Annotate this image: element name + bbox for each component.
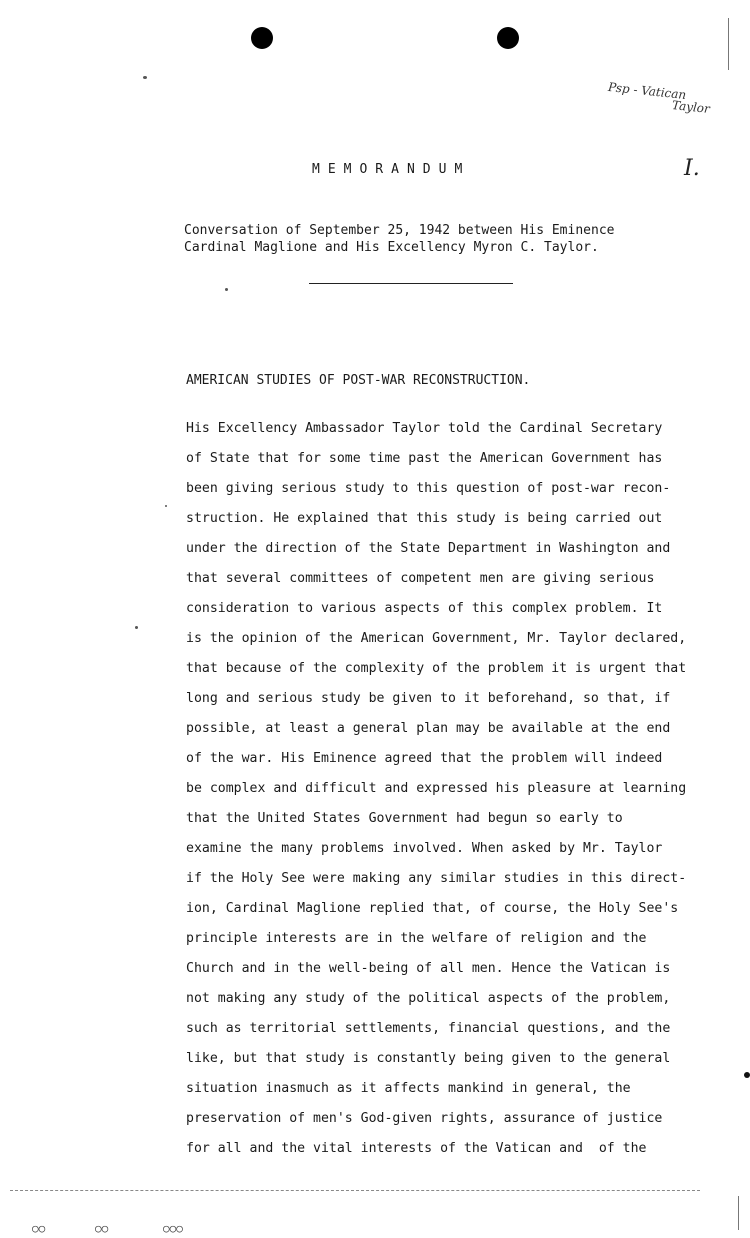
body-line: that several committees of competent men are giving serious bbox=[186, 571, 655, 586]
scan-edge-marks: ○○ bbox=[95, 1222, 109, 1235]
body-line: long and serious study be given to it beforehand, so that, if bbox=[186, 691, 671, 706]
scan-speck bbox=[143, 76, 147, 79]
body-line: principle interests are in the welfare of religion and the bbox=[186, 931, 647, 946]
body-line: been giving serious study to this question of post-war recon- bbox=[186, 481, 671, 496]
body-line: possible, at least a general plan may be available at the end bbox=[186, 721, 671, 736]
scan-speck bbox=[135, 626, 138, 629]
body-line: situation inasmuch as it affects mankind in general, the bbox=[186, 1081, 631, 1096]
edge-mark bbox=[738, 1196, 739, 1230]
body-line: of State that for some time past the American Government has bbox=[186, 451, 663, 466]
body-line: be complex and difficult and expressed his pleasure at learning bbox=[186, 781, 687, 796]
section-heading: AMERICAN STUDIES OF POST-WAR RECONSTRUCTION. bbox=[186, 373, 531, 388]
subtitle-line: Cardinal Maglione and His Excellency Myron C. Taylor. bbox=[184, 240, 599, 255]
punch-hole-left bbox=[251, 27, 273, 49]
scan-edge-marks: ○○ bbox=[32, 1222, 46, 1235]
body-line: that because of the complexity of the problem it is urgent that bbox=[186, 661, 687, 676]
body-line: consideration to various aspects of this complex problem. It bbox=[186, 601, 663, 616]
body-line: for all and the vital interests of the Vatican and of the bbox=[186, 1141, 647, 1156]
body-line: struction. He explained that this study is being carried out bbox=[186, 511, 663, 526]
divider-rule bbox=[309, 283, 513, 284]
scan-speck bbox=[165, 505, 167, 507]
edge-mark bbox=[728, 18, 729, 70]
scan-speck bbox=[744, 1072, 750, 1078]
memo-subtitle bbox=[184, 222, 614, 256]
roman-numeral: I. bbox=[684, 156, 700, 181]
body-line: if the Holy See were making any similar studies in this direct- bbox=[186, 871, 687, 886]
body-line: is the opinion of the American Government, Mr. Taylor declared, bbox=[186, 631, 687, 646]
body-text bbox=[186, 414, 686, 1164]
body-line: under the direction of the State Department in Washington and bbox=[186, 541, 671, 556]
body-line: examine the many problems involved. When asked by Mr. Taylor bbox=[186, 841, 663, 856]
punch-hole-right bbox=[497, 27, 519, 49]
body-line: His Excellency Ambassador Taylor told the Cardinal Secretary bbox=[186, 421, 663, 436]
body-line: Church and in the well-being of all men. Hence the Vatican is bbox=[186, 961, 671, 976]
body-line: of the war. His Eminence agreed that the problem will indeed bbox=[186, 751, 663, 766]
memo-title: MEMORANDUM bbox=[312, 162, 471, 177]
body-line: not making any study of the political aspects of the problem, bbox=[186, 991, 671, 1006]
body-line: like, but that study is constantly being given to the general bbox=[186, 1051, 671, 1066]
scan-speck bbox=[225, 288, 228, 291]
body-line: ion, Cardinal Maglione replied that, of course, the Holy See's bbox=[186, 901, 679, 916]
body-line: preservation of men's God-given rights, assurance of justice bbox=[186, 1111, 663, 1126]
body-line: that the United States Government had begun so early to bbox=[186, 811, 623, 826]
scan-edge-marks: ○○○ bbox=[163, 1222, 183, 1235]
handwritten-note: Psp - Vatican bbox=[607, 79, 687, 103]
body-line: such as territorial settlements, financial questions, and the bbox=[186, 1021, 671, 1036]
handwritten-note-name: Taylor bbox=[671, 98, 711, 116]
scan-edge-line bbox=[10, 1190, 700, 1191]
subtitle-line: Conversation of September 25, 1942 between His Eminence bbox=[184, 223, 615, 238]
